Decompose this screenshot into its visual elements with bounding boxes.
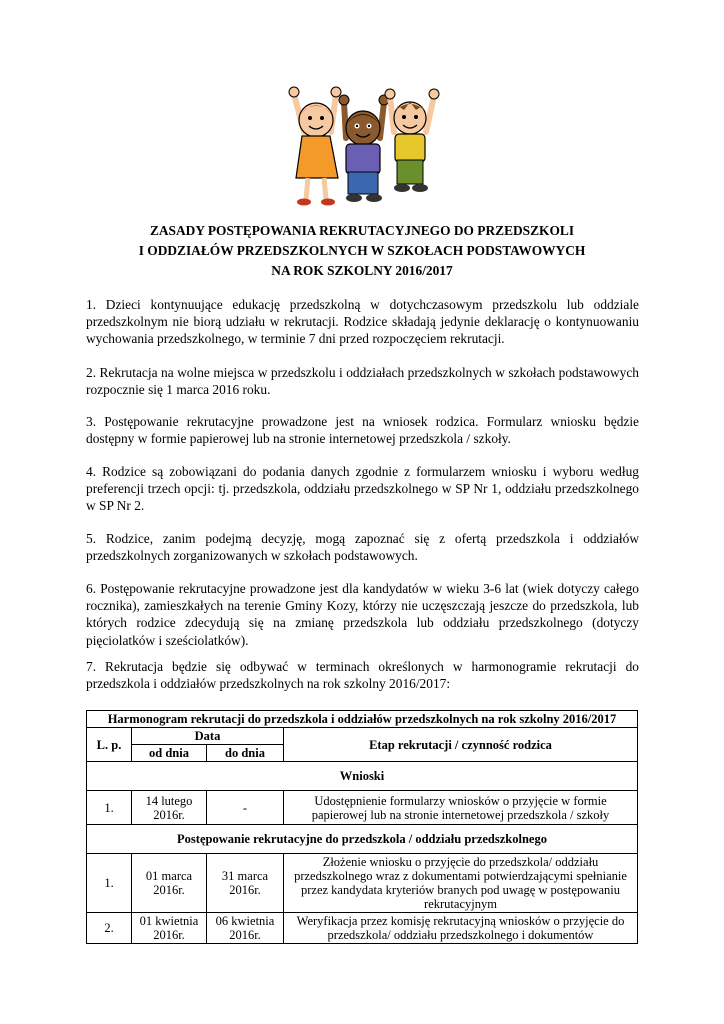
child-middle-icon bbox=[339, 95, 389, 202]
row-do: 06 kwietnia 2016r. bbox=[207, 913, 284, 944]
row-od: 01 marca 2016r. bbox=[132, 854, 207, 913]
paragraph-6: 6. Postępowanie rekrutacyjne prowadzone jest dla kandydatów w wieku 3-6 lat (wiek dotyczy całego rocznika), zamieszkałych na terenie Gminy Kozy, którzy nie uczęszczają jeszcze do przedszkola, lub których rodzice zdecydują się na zmianę przedszkola lub oddziału przedszkolnego (dotyczy pięciolatków i sześciolatków). bbox=[86, 581, 639, 648]
header-etap: Etap rekrutacji / czynność rodzica bbox=[284, 728, 638, 762]
row-etap: Weryfikacja przez komisję rekrutacyjną wniosków o przyjęcie do przedszkola/ oddziału przedszkolnego i dokumentów bbox=[284, 913, 638, 944]
paragraph-1: 1. Dzieci kontynuujące edukację przedszkolną w dotychczasowym przedszkolu lub oddziale przedszkolnym nie biorą udziału w rekrutacji. Rodzice składają jedynie deklarację o kontynuowaniu wychowania przedszkolnego, w terminie 7 dni przed rozpoczęciem rekrutacji. bbox=[86, 297, 639, 347]
row-do: 31 marca 2016r. bbox=[207, 854, 284, 913]
table-row bbox=[87, 913, 638, 944]
table-row bbox=[87, 791, 638, 825]
section-row bbox=[87, 825, 638, 854]
table-row bbox=[87, 854, 638, 913]
header-do-dnia: do dnia bbox=[207, 745, 284, 762]
row-lp: 1. bbox=[87, 854, 132, 913]
row-etap: Złożenie wniosku o przyjęcie do przedszkola/ oddziału przedszkolnego wraz z dokumentami potwierdzającymi spełnianie przez kandydata kryteriów branych pod uwagę w postępowaniu rekrutacyjnym bbox=[284, 854, 638, 913]
children-illustration bbox=[276, 80, 446, 210]
paragraph-4: 4. Rodzice są zobowiązani do podania danych zgodnie z formularzem wniosku i wyboru według preferencji trzech opcji: tj. przedszkola, oddziału przedszkolnego w SP Nr 1, oddziału przedszkolnego w SP Nr 2. bbox=[86, 464, 639, 514]
title-line-2: I ODDZIAŁÓW PRZEDSZKOLNYCH W SZKOŁACH PODSTAWOWYCH bbox=[138, 243, 586, 258]
row-do: - bbox=[207, 791, 284, 825]
header-lp: L. p. bbox=[87, 728, 132, 762]
section-wnioski: Wnioski bbox=[87, 762, 638, 791]
paragraph-3: 3. Postępowanie rekrutacyjne prowadzone jest na wniosek rodzica. Formularz wniosku będzie dostępny w formie papierowej lub na stronie internetowej przedszkola / szkoły. bbox=[86, 414, 639, 447]
row-od: 14 lutego 2016r. bbox=[132, 791, 207, 825]
row-etap: Udostępnienie formularzy wniosków o przyjęcie w formie papierowej lub na stronie internetowej przedszkola / szkoły bbox=[284, 791, 638, 825]
document-title bbox=[90, 221, 634, 281]
title-line-1: ZASADY POSTĘPOWANIA REKRUTACYJNEGO DO PRZEDSZKOLI bbox=[149, 223, 575, 238]
section-row bbox=[87, 762, 638, 791]
title-line-3: NA ROK SZKOLNY 2016/2017 bbox=[271, 263, 453, 278]
row-lp: 2. bbox=[87, 913, 132, 944]
table-caption: Harmonogram rekrutacji do przedszkola i oddziałów przedszkolnych na rok szkolny 2016/2017 bbox=[87, 711, 638, 728]
child-right-icon bbox=[385, 89, 439, 192]
paragraph-5: 5. Rodzice, zanim podejmą decyzję, mogą zapoznać się z ofertą przedszkola i oddziałów przedszkolnych zorganizowanych w szkołach podstawowych. bbox=[86, 531, 639, 564]
header-od-dnia: od dnia bbox=[132, 745, 207, 762]
paragraph-7: 7. Rekrutacja będzie się odbywać w terminach określonych w harmonogramie rekrutacji do przedszkola i oddziałów przedszkolnych na rok szkolny 2016/2017: bbox=[86, 659, 639, 692]
table-caption-row bbox=[87, 711, 638, 728]
child-left-icon bbox=[289, 87, 341, 206]
row-od: 01 kwietnia 2016r. bbox=[132, 913, 207, 944]
row-lp: 1. bbox=[87, 791, 132, 825]
header-data: Data bbox=[132, 728, 284, 745]
paragraph-2: 2. Rekrutacja na wolne miejsca w przedszkolu i oddziałach przedszkolnych w szkołach podstawowych rozpocznie się 1 marca 2016 roku. bbox=[86, 365, 639, 398]
table-header-row bbox=[87, 728, 638, 745]
schedule-table bbox=[86, 710, 638, 944]
section-postepowanie: Postępowanie rekrutacyjne do przedszkola / oddziału przedszkolnego bbox=[87, 825, 638, 854]
